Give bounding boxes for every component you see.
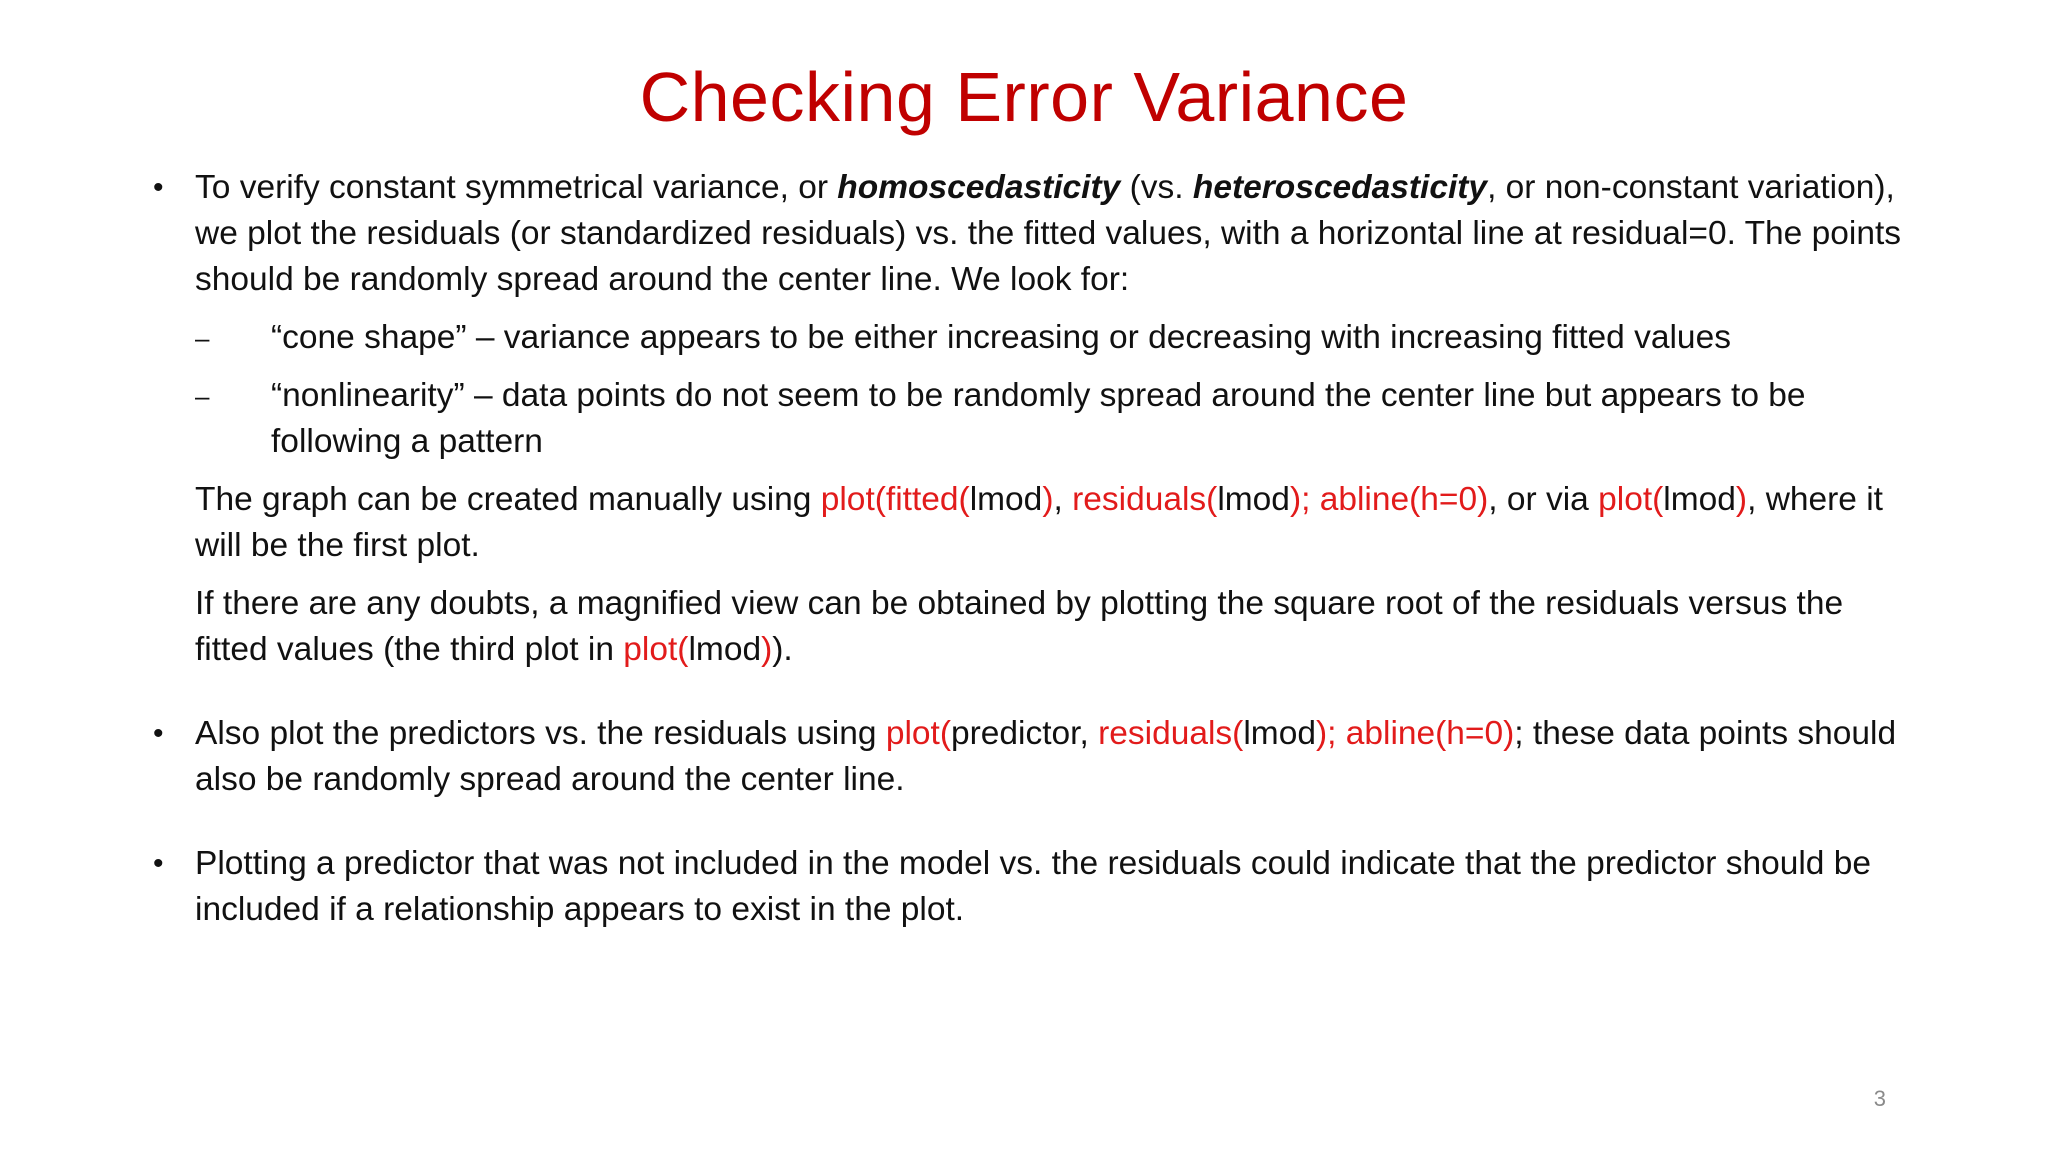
text: , <box>1053 481 1073 518</box>
page-number: 3 <box>1873 1086 1886 1111</box>
code: plot( <box>885 715 951 752</box>
text: ; these data points should also be randomly spread around the center line. <box>195 715 1897 798</box>
slide-title: Checking Error Variance <box>639 58 1409 136</box>
spacer <box>150 673 1910 711</box>
bullet-item-3 <box>150 841 1910 933</box>
code: ) <box>1735 481 1748 518</box>
bullet-icon: • <box>153 717 164 750</box>
sub-item-cone-shape <box>150 315 1910 361</box>
slide-body <box>150 165 1910 933</box>
term-homoscedasticity: homoscedasticity <box>837 169 1121 206</box>
bullet-icon: • <box>153 847 164 880</box>
bullet-1-text: , or non-constant variation), we plot the residuals (or standardized residuals) vs. the fitted values, with a horizontal line at residual=0. The points should be randomly spread around the center line. We look for: <box>195 169 1902 298</box>
paragraph-graph-manual <box>150 477 1910 569</box>
code: ); abline(h=0) <box>1315 715 1515 752</box>
dash-icon: – <box>195 323 210 353</box>
dash-icon: – <box>195 381 210 411</box>
code: residuals( <box>1098 715 1244 752</box>
text: If there are any doubts, a magnified view can be obtained by plotting the square root of the residuals versus the fitted values (the third plot in <box>195 585 1844 668</box>
text: lmod <box>1663 481 1736 518</box>
text: predictor, <box>951 715 1099 752</box>
text: , or via <box>1488 481 1599 518</box>
code: ) <box>1042 481 1054 518</box>
text: lmod <box>969 481 1043 518</box>
text: lmod <box>1243 715 1316 752</box>
bullet-1-text: To verify constant symmetrical variance, or <box>195 169 838 206</box>
sub-item-nonlinearity <box>150 373 1910 465</box>
code: plot(fitted( <box>820 481 970 518</box>
text: Also plot the predictors vs. the residuals using <box>195 715 886 752</box>
paragraph-magnified-view <box>150 581 1910 673</box>
code: plot( <box>623 631 689 668</box>
spacer <box>150 803 1910 841</box>
text: The graph can be created manually using <box>195 481 821 518</box>
sub-item-text: “nonlinearity” – data points do not seem to be randomly spread around the center line but appears to be following a pattern <box>271 377 1806 460</box>
bullet-1-text: (vs. <box>1120 169 1193 206</box>
sub-item-text: “cone shape” – variance appears to be either increasing or decreasing with increasing fitted values <box>271 319 1731 356</box>
text: , where it will be the first plot. <box>195 481 1883 564</box>
code: residuals( <box>1072 481 1218 518</box>
text: ). <box>772 631 793 668</box>
text: lmod <box>1217 481 1290 518</box>
text: Plotting a predictor that was not included in the model vs. the residuals could indicate that the predictor should be included if a relationship appears to exist in the plot. <box>195 845 1871 928</box>
bullet-item-2 <box>150 711 1910 803</box>
text: lmod <box>688 631 762 668</box>
bullet-icon: • <box>153 171 164 204</box>
code: ) <box>761 631 773 668</box>
bullet-item-1 <box>150 165 1910 303</box>
code: plot( <box>1598 481 1664 518</box>
code: ); abline(h=0) <box>1289 481 1489 518</box>
term-heteroscedasticity: heteroscedasticity <box>1192 169 1488 206</box>
